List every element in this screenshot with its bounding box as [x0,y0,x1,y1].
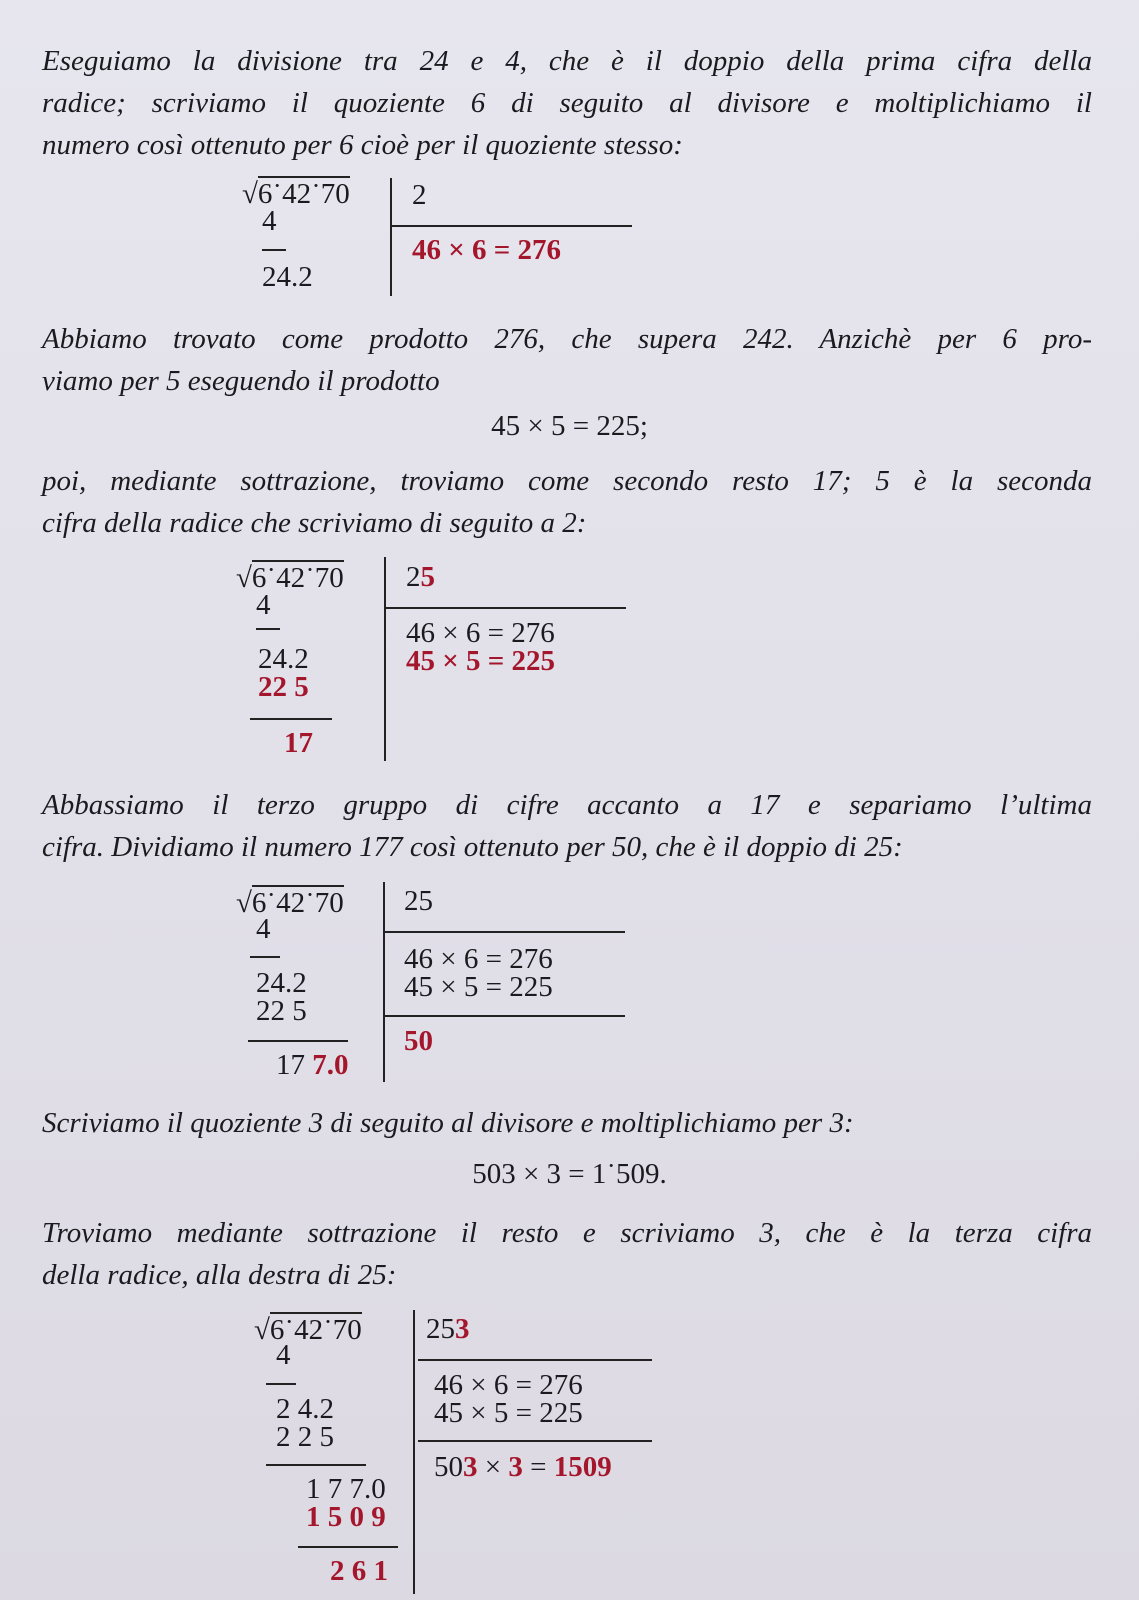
rule [250,718,332,720]
rule [266,1464,366,1466]
text-line: viamo per 5 eseguendo il prodotto [42,365,440,397]
radical: √6˙42˙70 [254,1314,362,1346]
vertical-rule [384,557,386,761]
paragraph-4 [42,784,1092,868]
rule [383,1015,625,1017]
product: 1 5 0 9 [306,1501,386,1533]
trial-product: 46 × 6 = 276 [406,617,555,649]
root-digits: 25 [404,885,433,917]
second-remainder: 17 [284,727,313,759]
text-line: Troviamo mediante sottrazione il resto e scriviamo 3, che è la terza cifra [42,1217,1092,1249]
trial-product: 45 × 5 = 225 [406,645,556,677]
paragraph-6 [42,1212,1092,1296]
rule [390,225,632,227]
rule [250,956,280,958]
root-digits: 253 [426,1313,470,1345]
final-remainder: 2 6 1 [330,1555,388,1587]
final-product: 503 × 3 = 1509 [434,1451,612,1483]
paragraph-3 [42,460,1092,544]
trial-product: 46 × 6 = 276 [434,1369,583,1401]
text-line: cifra. Dividiamo il numero 177 così ottenuto per 50, che è il doppio di 25: [42,831,903,863]
subtrahend: 4 [256,589,271,621]
vertical-rule [390,178,392,296]
text-line: Scriviamo il quoziente 3 di seguito al divisore e moltiplichiamo per 3: [42,1107,854,1139]
equation-1: 45 × 5 = 225; [491,410,648,442]
vertical-rule [413,1310,415,1594]
rule [262,249,286,251]
remainder: 24.2 [256,967,307,999]
paragraph-2 [42,318,1092,402]
remainder: 2 4.2 [276,1393,334,1425]
radical: √6˙42˙70 [236,887,344,919]
product: 22 5 [258,671,309,703]
text-line: numero così ottenuto per 6 cioè per il quoziente stesso: [42,129,683,161]
rule [248,1040,348,1042]
paragraph-1 [42,40,1092,166]
rule [298,1546,398,1548]
subtrahend: 4 [276,1339,291,1371]
text-line: cifra della radice che scriviamo di seguito a 2: [42,507,587,539]
trial-product: 45 × 5 = 225 [434,1397,583,1429]
product: 2 2 5 [276,1421,334,1453]
remainder: 24.2 [262,261,313,293]
rule [418,1440,652,1442]
text-line: radice; scriviamo il quoziente 6 di seguito al divisore e moltiplichiamo il [42,87,1092,119]
text-line: Abbassiamo il terzo gruppo di cifre accanto a 17 e separiamo l’ultima [42,789,1092,821]
rule [383,931,625,933]
equation-2: 503 × 3 = 1˙509. [472,1158,667,1190]
rule [418,1359,652,1361]
lowered-number: 1 7 7.0 [306,1473,386,1505]
text-line: Abbiamo trovato come prodotto 276, che supera 242. Anzichè per 6 pro- [42,323,1092,355]
text-line: della radice, alla destra di 25: [42,1259,397,1291]
lowered-number: 17 7.0 [276,1049,349,1081]
trial-product: 46 × 6 = 276 [412,234,562,266]
radical: √6˙42˙70 [242,178,350,210]
subtrahend: 4 [262,205,277,237]
rule [384,607,626,609]
trial-product: 45 × 5 = 225 [404,971,553,1003]
root-digits: 25 [406,561,435,593]
new-divisor: 50 [404,1025,433,1057]
rule [266,1383,296,1385]
subtrahend: 4 [256,913,271,945]
text-line: Eseguiamo la divisione tra 24 e 4, che è il doppio della prima cifra della [42,45,1092,77]
remainder: 24.2 [258,643,309,675]
text-line: poi, mediante sottrazione, troviamo come secondo resto 17; 5 è la seconda [42,465,1092,497]
trial-product: 46 × 6 = 276 [404,943,553,975]
vertical-rule [383,882,385,1082]
root-digits: 2 [412,179,427,211]
radical: √6˙42˙70 [236,562,344,594]
product: 22 5 [256,995,307,1027]
paragraph-5 [42,1102,1092,1144]
rule [256,628,280,630]
